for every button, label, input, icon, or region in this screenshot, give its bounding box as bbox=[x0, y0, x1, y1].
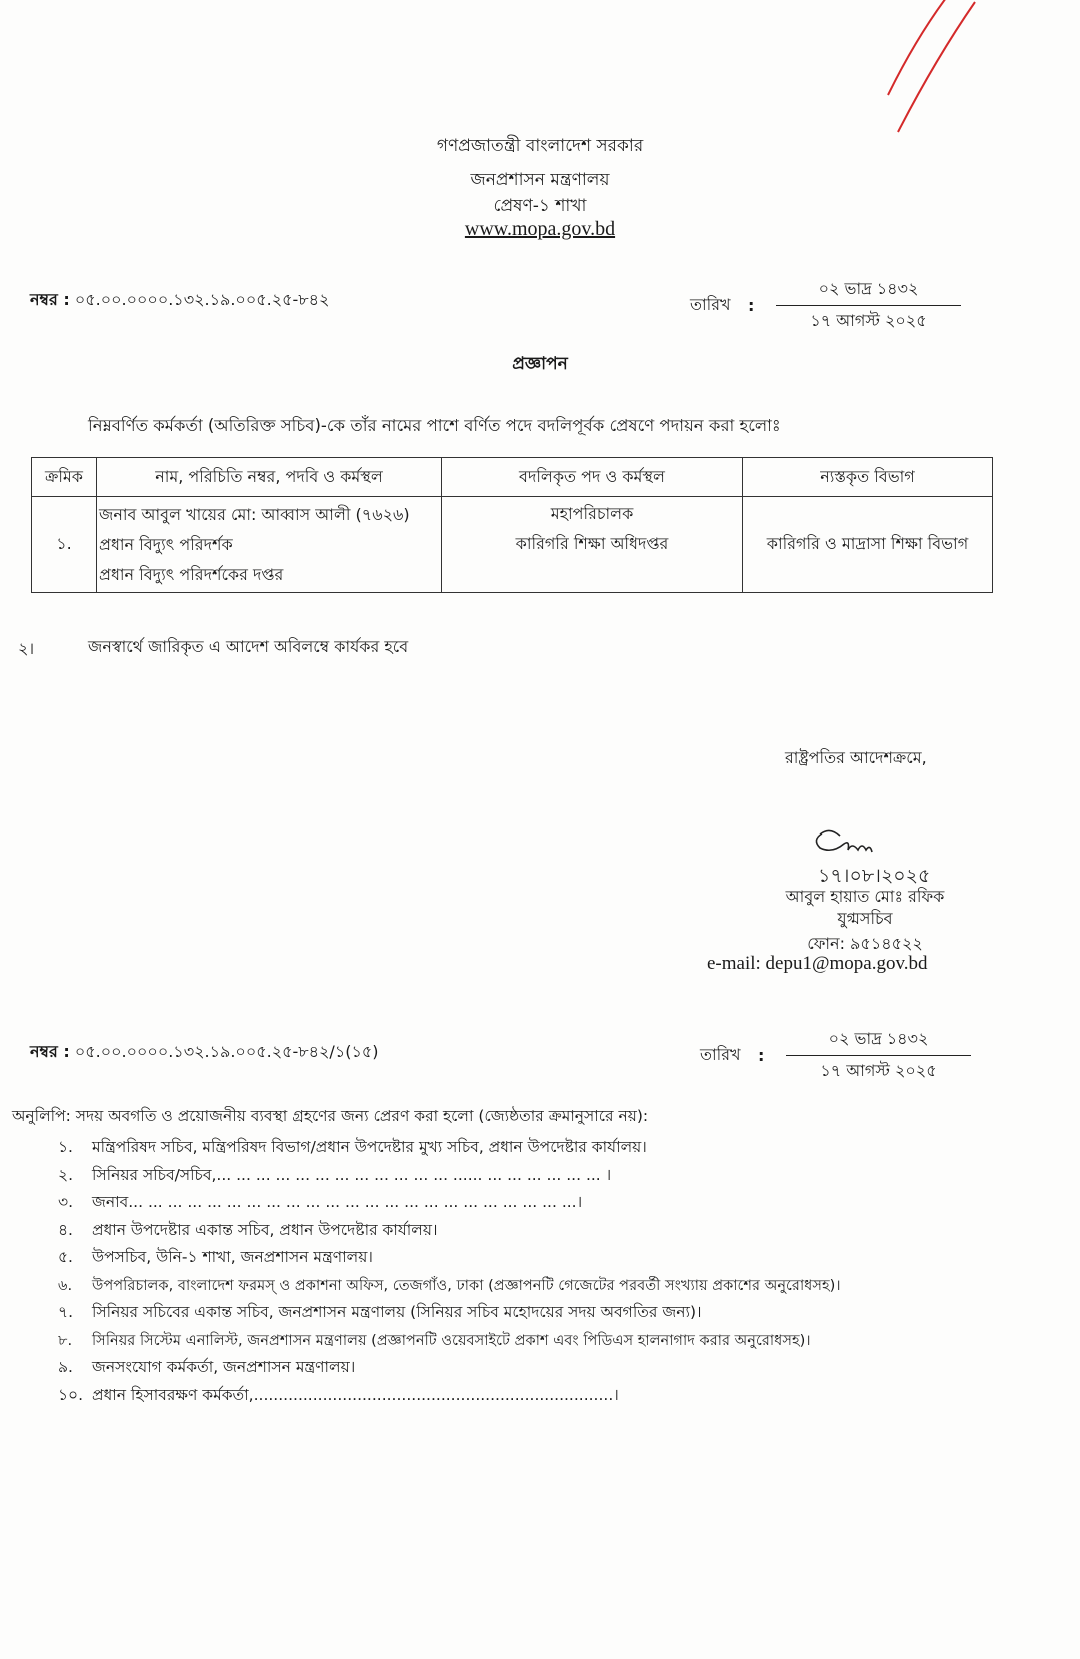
memo2-date bbox=[700, 1026, 971, 1085]
row-serial: ১. bbox=[32, 497, 97, 593]
branch-name: প্রেষণ-১ শাখা bbox=[493, 196, 587, 216]
signatory-name: আবুল হায়াত মোঃ রফিক bbox=[785, 887, 945, 906]
date2-bangla: ০২ ভাদ্র ১৪৩২ bbox=[786, 1026, 971, 1056]
officer-designation: প্রধান বিদ্যুৎ পরিদর্শক bbox=[99, 534, 233, 554]
intro-text: নিম্নবর্ণিত কর্মকর্তা (অতিরিক্ত সচিব)-কে তাঁর নামের পাশে বর্ণিত পদে বদলিপূর্বক প্রেষণে পদায়ন করা হলোঃ bbox=[88, 416, 781, 435]
cc-item-number: ৭. bbox=[58, 1303, 74, 1321]
cc-item-text: মন্ত্রিপরিষদ সচিব, মন্ত্রিপরিষদ বিভাগ/প্রধান উপদেষ্টার মুখ্য সচিব, প্রধান উপদেষ্টার কার্যালয়। bbox=[92, 1138, 647, 1156]
memo2-number-label: নম্বর : bbox=[30, 1042, 70, 1061]
cc-item-number: ১০. bbox=[58, 1385, 84, 1404]
para2-text: জনস্বার্থে জারিকৃত এ আদেশ অবিলম্বে কার্যকর হবে bbox=[88, 637, 409, 656]
date2-label: তারিখ bbox=[700, 1045, 741, 1064]
notice-title: প্রজ্ঞাপন bbox=[512, 354, 568, 374]
new-post-title: মহাপরিচালক bbox=[550, 504, 634, 523]
officer-name: জনাব আবুল খায়ের মো: আব্বাস আলী (৭৬২৬) bbox=[99, 504, 410, 524]
cc-item-text: জনাব... ... ... ... ... ... ... ... ... ... ... ... ... ... ... ... ... ... ... ... ... ... ...। bbox=[92, 1193, 583, 1211]
date-bangla: ০২ ভাদ্র ১৪৩২ bbox=[776, 276, 961, 306]
cc-heading: অনুলিপি: সদয় অবগতি ও প্রয়োজনীয় ব্যবস্থা গ্রহণের জন্য প্রেরণ করা হলো (জ্যেষ্ঠতার ক্রমানুসারে নয়): bbox=[12, 1107, 649, 1125]
cc-item bbox=[58, 1272, 841, 1300]
date2-gregorian: ১৭ আগস্ট ২০২৫ bbox=[820, 1061, 937, 1080]
header-website bbox=[0, 218, 1080, 241]
cc-item-number: ৫. bbox=[58, 1248, 73, 1266]
cc-item bbox=[58, 1217, 841, 1245]
memo-number-value: ০৫.০০.০০০০.১৩২.১৯.০০৫.২৫-৮৪২ bbox=[74, 290, 330, 309]
cc-item-number: ২. bbox=[58, 1165, 74, 1184]
date2-fraction bbox=[786, 1026, 971, 1085]
posting-table bbox=[31, 457, 993, 593]
date2-colon: : bbox=[758, 1046, 765, 1065]
cc-item-text: সিনিয়র সিস্টেম এনালিস্ট, জনপ্রশাসন মন্ত্রণালয় (প্রজ্ঞাপনটি ওয়েবসাইটে প্রকাশ এবং পিডিএস হালনাগাদ করার অনুরোধসহ)। bbox=[92, 1331, 811, 1349]
cc-item bbox=[58, 1382, 841, 1410]
website-link[interactable]: www.mopa.gov.bd bbox=[464, 218, 616, 240]
signatory-phone: ফোন: ৯৫১৪৫২২ bbox=[807, 934, 923, 953]
cc-item-number: ১. bbox=[58, 1138, 73, 1156]
memo-number bbox=[30, 287, 329, 314]
para2-number: ২। bbox=[18, 639, 35, 658]
red-pen-mark bbox=[880, 0, 980, 140]
cc-item bbox=[58, 1327, 841, 1355]
date-colon: : bbox=[748, 296, 755, 315]
cc-item bbox=[58, 1134, 841, 1162]
new-post-office: কারিগরি শিক্ষা অধিদপ্তর bbox=[515, 534, 669, 553]
row-name-cell bbox=[97, 497, 442, 593]
officer-workplace: প্রধান বিদ্যুৎ পরিদর্শকের দপ্তর bbox=[99, 564, 284, 584]
header-serial: ক্রমিক bbox=[32, 458, 97, 497]
row-new-post-cell bbox=[442, 497, 743, 593]
cc-item-text: প্রধান উপদেষ্টার একান্ত সচিব, প্রধান উপদেষ্টার কার্যালয়। bbox=[92, 1220, 438, 1239]
government-name: গণপ্রজাতন্ত্রী বাংলাদেশ সরকার bbox=[436, 136, 644, 156]
table-header-row bbox=[32, 458, 993, 497]
cc-item-text: প্রধান হিসাবরক্ষণ কর্মকর্তা,.........................................................................। bbox=[92, 1385, 619, 1404]
cc-item-text: উপসচিব, উনি-১ শাখা, জনপ্রশাসন মন্ত্রণালয়। bbox=[92, 1248, 373, 1266]
cc-list bbox=[58, 1134, 841, 1409]
date-gregorian: ১৭ আগস্ট ২০২৫ bbox=[810, 311, 927, 330]
memo2-number-value: ০৫.০০.০০০০.১৩২.১৯.০০৫.২৫-৮৪২/১(১৫) bbox=[74, 1042, 379, 1061]
cc-item-number: ৯. bbox=[58, 1358, 73, 1376]
memo-date bbox=[690, 276, 961, 335]
cc-item-number: ৬. bbox=[58, 1276, 73, 1294]
memo2-number bbox=[30, 1039, 378, 1066]
table-row bbox=[32, 497, 993, 593]
header-name: নাম, পরিচিতি নম্বর, পদবি ও কর্মস্থল bbox=[97, 458, 442, 497]
cc-item bbox=[58, 1189, 841, 1217]
memo-number-label: নম্বর : bbox=[30, 290, 70, 309]
signatory-email[interactable]: e-mail: depu1@mopa.gov.bd bbox=[707, 953, 928, 974]
ministry-name: জনপ্রশাসন মন্ত্রণালয় bbox=[470, 170, 610, 190]
cc-item-text: সিনিয়র সচিবের একান্ত সচিব, জনপ্রশাসন মন্ত্রণালয় (সিনিয়র সচিব মহোদয়ের সদয় অবগতির জন্য)। bbox=[92, 1303, 702, 1321]
cc-item-number: ৮. bbox=[58, 1331, 73, 1349]
cc-item-text: উপপরিচালক, বাংলাদেশ ফরমস্ ও প্রকাশনা অফিস, তেজগাঁও, ঢাকা (প্রজ্ঞাপনটি গেজেটের পরবর্তী সংখ্যায় প্রকাশের অনুরোধসহ)। bbox=[92, 1276, 841, 1294]
signature-date: ১৭।০৮।২০২৫ bbox=[818, 865, 931, 887]
header-division: ন্যস্তকৃত বিভাগ bbox=[743, 458, 993, 497]
cc-item-text: জনসংযোগ কর্মকর্তা, জনপ্রশাসন মন্ত্রণালয়। bbox=[92, 1358, 356, 1376]
cc-item-number: ৪. bbox=[58, 1220, 73, 1239]
cc-item bbox=[58, 1354, 841, 1382]
date-fraction bbox=[776, 276, 961, 335]
cc-item-number: ৩. bbox=[58, 1193, 74, 1211]
cc-item-text: সিনিয়র সচিব/সচিব,... ... ... ... ... ... ... ... ... ... ... ... ...... ... ... ... ... ... ... । bbox=[92, 1165, 612, 1184]
cc-item bbox=[58, 1244, 841, 1272]
signatory-designation: যুগ্মসচিব bbox=[837, 909, 893, 928]
cc-item bbox=[58, 1162, 841, 1190]
by-order-text: রাষ্ট্রপতির আদেশক্রমে, bbox=[785, 748, 927, 767]
cc-item bbox=[58, 1299, 841, 1327]
row-division: কারিগরি ও মাদ্রাসা শিক্ষা বিভাগ bbox=[743, 497, 993, 593]
date-label: তারিখ bbox=[690, 295, 731, 314]
header-new-post: বদলিকৃত পদ ও কর্মস্থল bbox=[442, 458, 743, 497]
